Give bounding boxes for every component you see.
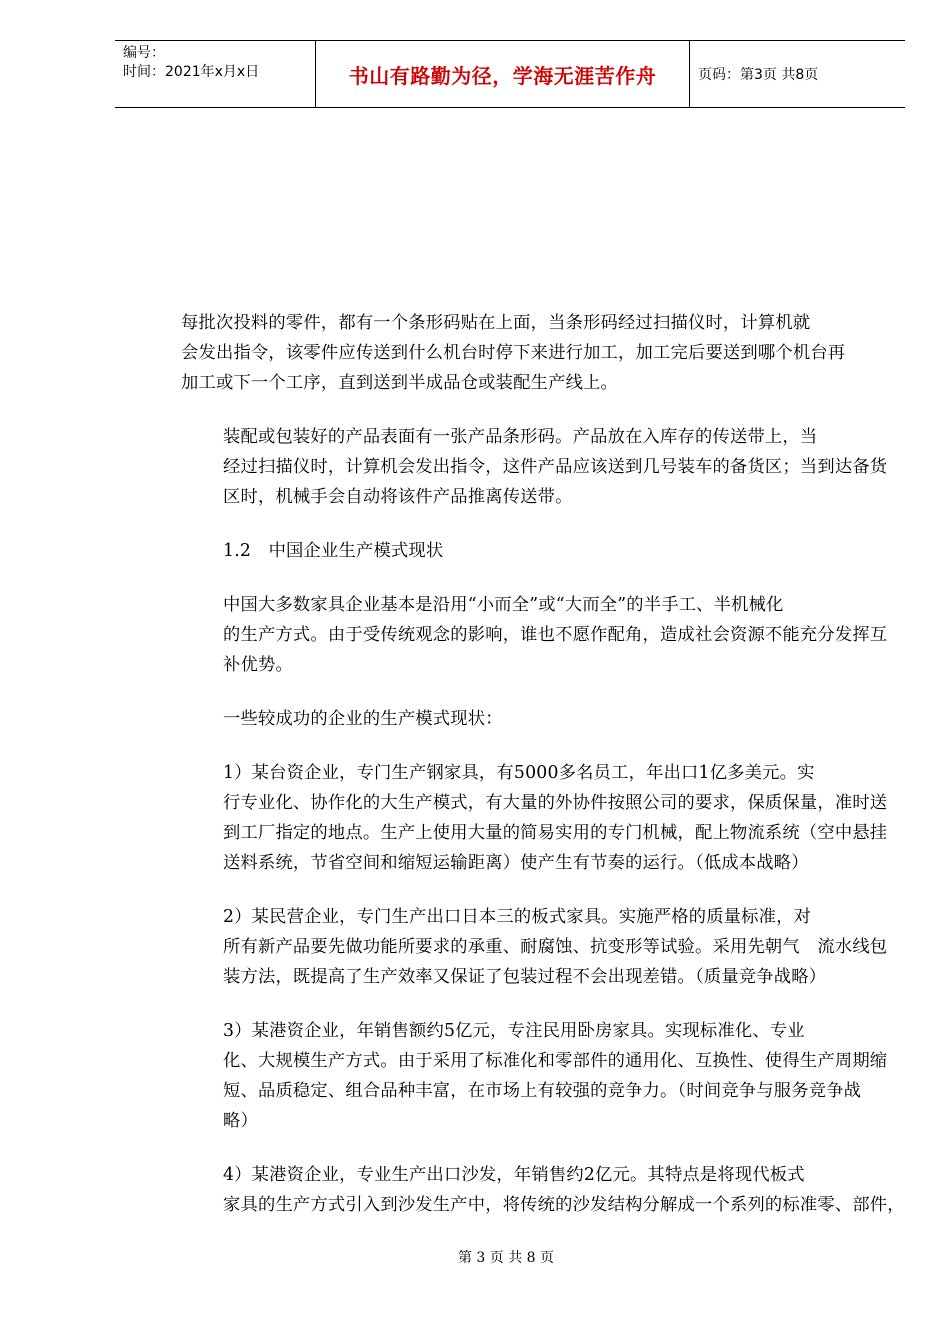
text-line: 一些较成功的企业的生产模式现状： [223, 709, 503, 729]
paragraph-china-status [145, 590, 888, 680]
number-label: 编号： [123, 45, 165, 61]
text-line: 1）某台资企业，专门生产钢家具，有5000多名员工，年出口1亿多美元。实 [223, 763, 815, 783]
paragraph-barcode-parts [145, 308, 873, 398]
text-line: 化、大规模生产方式。由于采用了标准化和零部件的通用化、互换性、使得生产周期缩 [223, 1051, 888, 1071]
time-label: 时间：2021年x月x日 [123, 64, 260, 80]
text-line: 中国大多数家具企业基本是沿用“小而全”或“大而全”的半手工、半机械化 [223, 595, 784, 615]
text-line: 3）某港资企业，年销售额约5亿元，专注民用卧房家具。实现标准化、专业 [223, 1021, 805, 1041]
paragraph-case-4 [145, 1160, 905, 1220]
text-line: 4）某港资企业，专业生产出口沙发，年销售约2亿元。其特点是将现代板式 [223, 1165, 805, 1185]
paragraph-case-3 [145, 1016, 888, 1136]
document-header [115, 40, 905, 108]
text-line: 补优势。 [223, 655, 293, 675]
text-line: 的生产方式。由于受传统观念的影响，谁也不愿作配角，造成社会资源不能充分发挥互 [223, 625, 888, 645]
paragraph-case-1 [145, 758, 888, 878]
document-body [145, 308, 905, 1244]
header-page-cell [690, 41, 905, 107]
motto: 书山有路勤为径，学海无涯苦作舟 [348, 63, 657, 88]
header-info-cell [115, 41, 316, 107]
section-heading [145, 536, 873, 566]
page-footer [0, 1247, 950, 1267]
paragraph-barcode-products [145, 422, 888, 512]
heading-text: 1.2 中国企业生产模式现状 [223, 541, 444, 561]
footer-page-number: 第 3 页 共 8 页 [457, 1250, 555, 1266]
text-line: 到工厂指定的地点。生产上使用大量的简易实用的专门机械，配上物流系统（空中悬挂 [223, 823, 888, 843]
text-line: 每批次投料的零件，都有一个条形码贴在上面，当条形码经过扫描仪时，计算机就 [181, 313, 811, 333]
text-line: 装方法，既提高了生产效率又保证了包装过程不会出现差错。（质量竞争战略） [223, 967, 827, 987]
text-line: 短、品质稳定、组合品种丰富，在市场上有较强的竞争力。（时间竞争与服务竞争战 [223, 1081, 862, 1101]
header-motto-cell [316, 41, 690, 107]
text-line: 家具的生产方式引入到沙发生产中，将传统的沙发结构分解成一个系列的标准零、部件， [223, 1195, 905, 1215]
paragraph-case-2 [145, 902, 888, 992]
text-line: 加工或下一个工序，直到送到半成品仓或装配生产线上。 [181, 373, 619, 393]
page-code: 页码：第3页 共8页 [698, 67, 819, 83]
text-line: 会发出指令，该零件应传送到什么机台时停下来进行加工，加工完后要送到哪个机台再 [181, 343, 846, 363]
text-line: 区时，机械手会自动将该件产品推离传送带。 [223, 487, 573, 507]
text-line: 略） [223, 1111, 258, 1131]
paragraph-intro-cases [145, 704, 873, 734]
text-line: 送料系统，节省空间和缩短运输距离）使产生有节奏的运行。（低成本战略） [223, 853, 809, 873]
text-line: 装配或包装好的产品表面有一张产品条形码。产品放在入库存的传送带上，当 [223, 427, 818, 447]
text-line: 2）某民营企业，专门生产出口日本三的板式家具。实施严格的质量标准，对 [223, 907, 812, 927]
text-line: 行专业化、协作化的大生产模式，有大量的外协件按照公司的要求，保质保量，准时送 [223, 793, 888, 813]
text-line: 所有新产品要先做功能所要求的承重、耐腐蚀、抗变形等试验。采用先朝气 流水线包 [223, 937, 888, 957]
text-line: 经过扫描仪时，计算机会发出指令，这件产品应该送到几号装车的备货区；当到达备货 [223, 457, 888, 477]
